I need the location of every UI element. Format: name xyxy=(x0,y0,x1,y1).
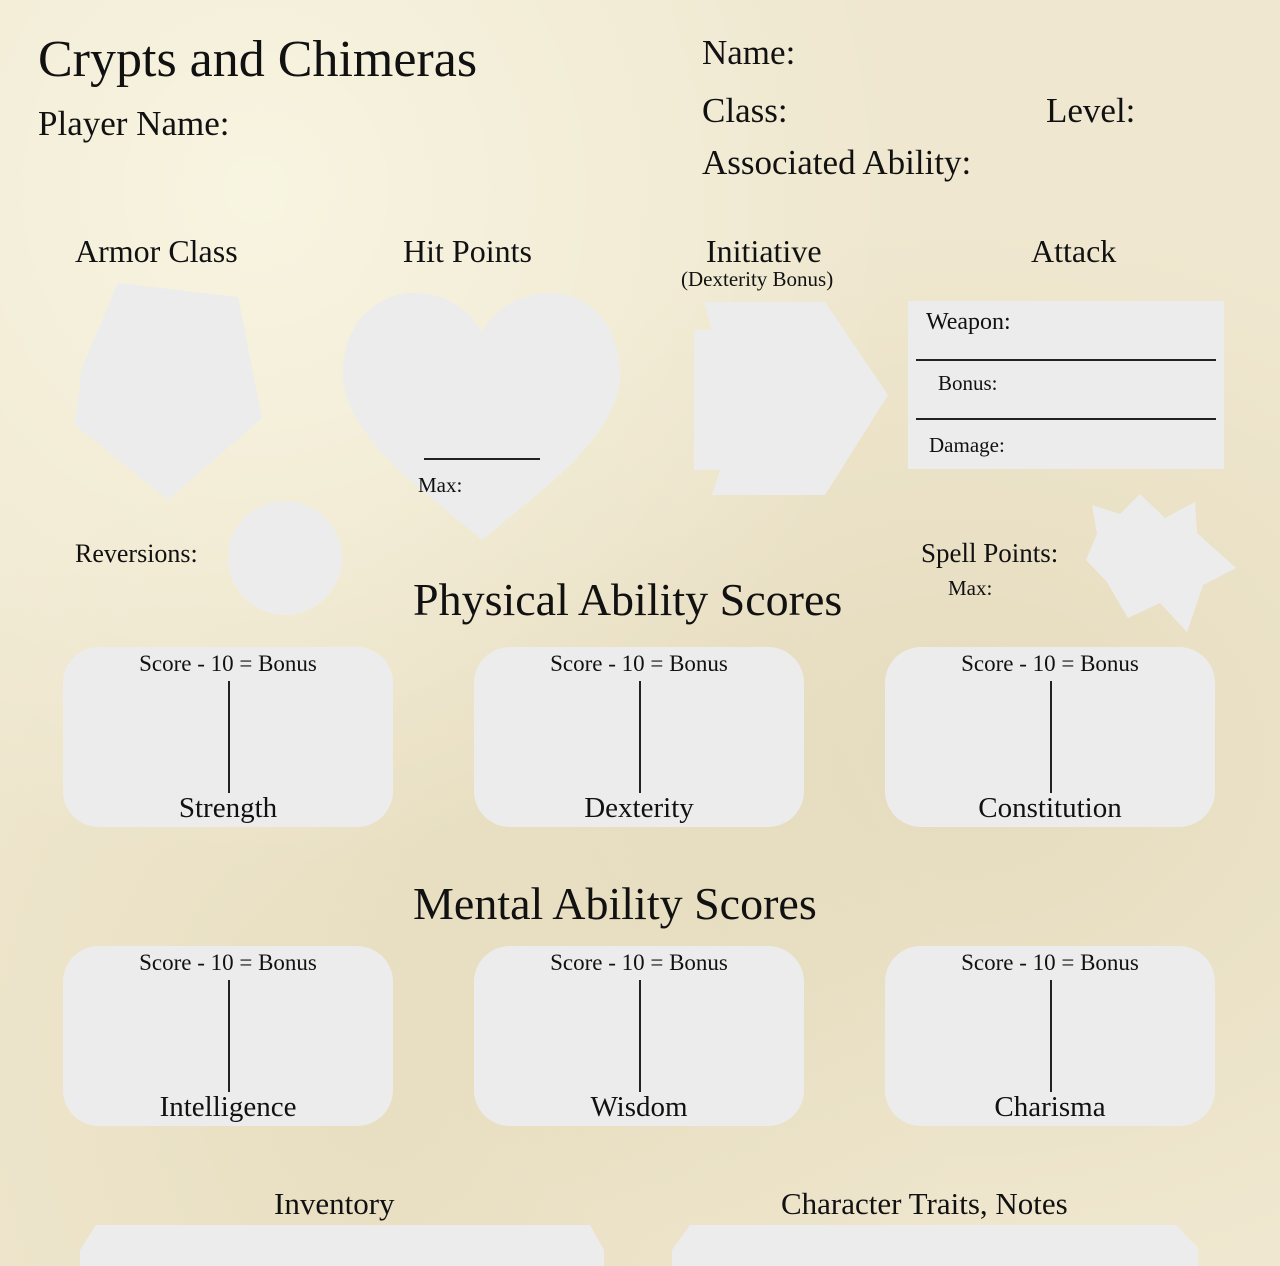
ability-formula: Score - 10 = Bonus xyxy=(550,950,728,975)
hit-points-field[interactable] xyxy=(343,293,620,540)
ability-divider xyxy=(228,980,230,1092)
ability-formula: Score - 10 = Bonus xyxy=(139,950,317,975)
weapon-label: Weapon: xyxy=(926,309,1011,335)
initiative-subtitle: (Dexterity Bonus) xyxy=(681,267,834,291)
character-name-label: Name: xyxy=(702,33,796,72)
level-label: Level: xyxy=(1046,91,1136,130)
mental-section-title: Mental Ability Scores xyxy=(413,878,817,929)
armor-class-field[interactable] xyxy=(75,283,262,500)
ability-divider xyxy=(1050,681,1052,793)
player-name-label: Player Name: xyxy=(38,104,230,143)
hp-max-line xyxy=(424,458,540,460)
ability-divider xyxy=(228,681,230,793)
game-title: Crypts and Chimeras xyxy=(38,31,478,88)
ability-formula: Score - 10 = Bonus xyxy=(961,950,1139,975)
inventory-field[interactable] xyxy=(80,1225,604,1266)
ability-divider xyxy=(639,980,641,1092)
ability-name: Wisdom xyxy=(590,1091,688,1123)
class-label: Class: xyxy=(702,91,788,130)
spell-points-label: Spell Points: xyxy=(921,538,1059,568)
constitution-box[interactable] xyxy=(885,647,1215,827)
spell-points-field[interactable] xyxy=(1086,494,1236,632)
ability-formula: Score - 10 = Bonus xyxy=(550,651,728,676)
armor-class-label: Armor Class xyxy=(75,233,238,269)
intelligence-box[interactable] xyxy=(63,946,393,1126)
ability-name: Constitution xyxy=(978,792,1122,824)
attack-panel xyxy=(908,301,1224,469)
ability-name: Charisma xyxy=(994,1091,1106,1123)
initiative-label: Initiative xyxy=(706,233,822,269)
charisma-box[interactable] xyxy=(885,946,1215,1126)
ability-formula: Score - 10 = Bonus xyxy=(139,651,317,676)
physical-section-title: Physical Ability Scores xyxy=(413,574,843,625)
ability-divider xyxy=(1050,980,1052,1092)
inventory-label: Inventory xyxy=(274,1186,395,1221)
wisdom-box[interactable] xyxy=(474,946,804,1126)
dexterity-box[interactable] xyxy=(474,647,804,827)
ability-name: Strength xyxy=(178,792,278,824)
spell-max-label: Max: xyxy=(948,576,993,600)
initiative-field[interactable] xyxy=(694,302,888,495)
attack-bonus-label: Bonus: xyxy=(938,371,998,395)
ability-name: Intelligence xyxy=(159,1091,297,1123)
attack-label: Attack xyxy=(1031,233,1117,269)
strength-box[interactable] xyxy=(63,647,393,827)
reversions-field[interactable] xyxy=(228,501,342,615)
traits-field[interactable] xyxy=(672,1225,1198,1266)
reversions-label: Reversions: xyxy=(75,539,198,568)
ability-name: Dexterity xyxy=(584,792,694,824)
ability-formula: Score - 10 = Bonus xyxy=(961,651,1139,676)
weapon-line[interactable] xyxy=(916,359,1216,361)
traits-label: Character Traits, Notes xyxy=(781,1186,1068,1221)
hp-max-label: Max: xyxy=(418,473,463,497)
bonus-line[interactable] xyxy=(916,418,1216,420)
hit-points-label: Hit Points xyxy=(403,233,532,269)
damage-label: Damage: xyxy=(929,433,1005,457)
ability-divider xyxy=(639,681,641,793)
associated-ability-label: Associated Ability: xyxy=(702,143,972,182)
